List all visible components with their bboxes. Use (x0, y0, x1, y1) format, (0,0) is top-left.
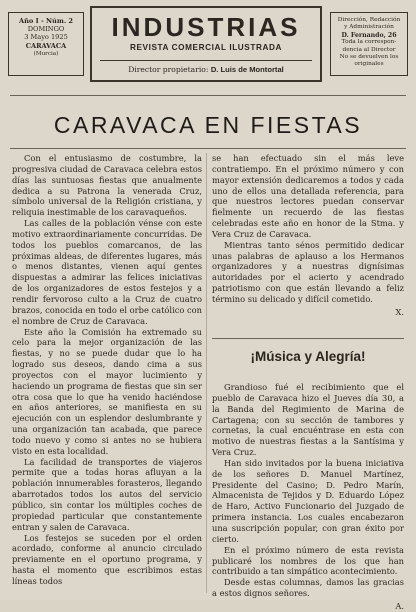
paragraph: Mientras tanto sénos permitido dedicar unas palabras de aplauso a los Hermanos organizadores y a nuestras dignísimas autoridades por el acierto y acendrado patriotismo con que están llevando a feliz término su delicado y difícil cometido. (212, 239, 404, 304)
paragraph: Grandioso fué el recibimiento que el pueblo de Caravaca hizo el Jueves día 30, a la Banda del Regimiento de Marina de Cartagena; con su sección de tambores y cornetas, la cual encuéntrase en esta con motivo de nuestras fiestas a la Santísima y Vera Cruz. (212, 382, 404, 458)
paragraph: Los festejos se suceden por el orden acordado, conforme al anuncio circulado previamente en el oportuno programa, y hasta el momento que escribimos estas líneas todos (12, 532, 202, 586)
issue-date: 3 Mayo 1925 (24, 33, 68, 42)
director-name: D. Luis de Montortal (210, 65, 284, 74)
paragraph: se han efectuado sin el más leve contratiempo. En el próximo número y con mayor extensión dedicaremos a todos y cada uno de ellos una detallada referencia, para que nuestros lectores puedan conservar fielmente un recuerdo de las fiestas celebradas este año en honor de la Stma. y Vera Cruz de Caravaca. (212, 153, 404, 239)
section-rule (212, 338, 404, 339)
paragraph: Las calles de la población vénse con este motivo extraordinariamente concurridas. De todos los pueblos comarcanos, de las próximas aldeas, de diferentes lugares, más o menos distantes, vienen aquí gentes dispuestas a admirar las felices iniciativas de los organizadores de estos festejos y a rendir fervoroso culto a la Cruz de cuatro brazos, conocida en todo el orbe católico con el nombre de Cruz de Caravaca. (12, 218, 202, 326)
paragraph: Desde estas columnas, damos las gracias a estos dignos señores. (212, 577, 404, 599)
right-column-top (212, 153, 404, 318)
right-column-bottom (212, 382, 404, 612)
left-column (12, 153, 202, 587)
issue-city: CARAVACA (25, 41, 67, 50)
masthead (8, 6, 408, 86)
paragraph: Este año la Comisión ha extremado su celo para la mejor organización de las fiestas, y no se puede dudar que lo ha logrado sus deseos, dando cima a sus proyectos con el mayor lucimiento y haciendo un programa de fiestas que sin ser otra cosa que lo que ha venido haciéndose en años anteriores, se manifiesta en su ejecución con un esplendor deslumbrante y una organización tan acabada, que parece todo nuevo y como si antes no se hubiera visto en esta localidad. (12, 326, 202, 456)
issue-info-box (8, 12, 84, 76)
director-label: Director propietario: (128, 65, 209, 74)
signoff: X. (395, 306, 404, 317)
publication-title: INDUSTRIAS (111, 12, 301, 42)
originals-line-2: originales (354, 61, 384, 68)
address-line-1: Dirección, Redacción (337, 17, 401, 23)
paragraph: Con el entusiasmo de costumbre, la progresiva ciudad de Caravaca celebra estos días las suntuosas fiestas que anualmente dedica a su Patrona la venerada Cruz, símbolo universal de la Religión cristiana, y reliquia inestimable de los caravaqueños. (12, 153, 202, 218)
paragraph: La facilidad de transportes de viajeros permite que a todas horas afluyan a la población innumerables forasteros, llegando abarrotados todos los autos del servicio público, sin contar los múltiples coches de propiedad particular que constantemente entran y salen de Caravaca. (12, 456, 202, 532)
director-line (92, 65, 320, 74)
paragraph: En el próximo número de esta revista publicaré los nombres de los que han contribuido a tan simpático acontecimiento. (212, 544, 404, 577)
headline: CARAVACA EN FIESTAS (53, 112, 363, 138)
publication-subtitle: REVISTA COMERCIAL ILUSTRADA (129, 43, 283, 52)
headline-rule (10, 148, 406, 149)
title-box (90, 6, 322, 82)
section-title: ¡Música y Alegría! (250, 349, 366, 364)
title-divider (100, 60, 312, 61)
address-line-2: y Administración (344, 24, 394, 31)
correspondence-line-2: dencia al Director (342, 46, 396, 53)
issue-province: (Murcia) (33, 50, 59, 57)
column-divider (206, 153, 207, 593)
originals-line-1: No se devuelven los (339, 54, 399, 61)
street-address: D. Fernando, 26 (341, 31, 397, 39)
paragraph: Han sido invitados por la buena iniciativa de los señores D. Manuel Martínez, Presidente del Casino; D. Pedro Marín, Almacenista de Tejidos y D. Eduardo López de Haro, Activo Funcionario del Juzgado de primera instancia. Los cuales encabezaron una suscripción popular, con gran éxito por cierto. (212, 457, 404, 544)
address-box (330, 12, 408, 76)
correspondence-line-1: Toda la correspon- (341, 39, 397, 46)
issue-weekday: DOMINGO (27, 25, 65, 34)
masthead-rule (10, 95, 406, 96)
issue-number: Año I - Núm. 2 (19, 17, 73, 25)
signoff: A. (395, 600, 404, 611)
